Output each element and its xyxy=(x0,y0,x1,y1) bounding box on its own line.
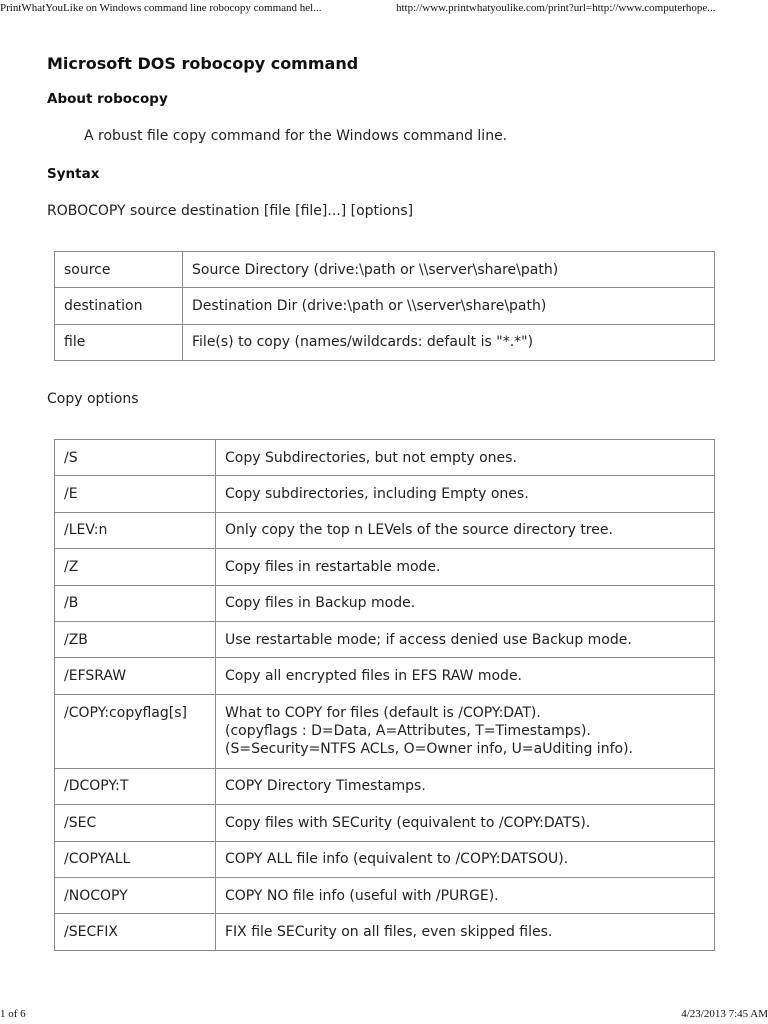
option-desc xyxy=(216,694,715,768)
about-heading: About robocopy xyxy=(47,91,168,107)
table-row xyxy=(55,288,715,324)
table-row xyxy=(55,549,715,585)
print-header-title: PrintWhatYouLike on Windows command line robocopy command hel... xyxy=(0,2,322,14)
table-row xyxy=(55,476,715,512)
option-desc: Only copy the top n LEVels of the source directory tree. xyxy=(216,512,715,548)
table-row xyxy=(55,768,715,804)
table-row xyxy=(55,841,715,877)
table-row xyxy=(55,914,715,950)
option-switch: /B xyxy=(55,585,216,621)
option-desc: Use restartable mode; if access denied use Backup mode. xyxy=(216,621,715,657)
option-desc: COPY NO file info (useful with /PURGE). xyxy=(216,877,715,913)
syntax-table xyxy=(54,251,715,361)
copy-options-table xyxy=(54,439,715,951)
option-switch: /DCOPY:T xyxy=(55,768,216,804)
option-switch: /EFSRAW xyxy=(55,658,216,694)
copy-options-label: Copy options xyxy=(47,391,139,407)
table-row xyxy=(55,585,715,621)
syntax-term: file xyxy=(55,324,183,360)
option-switch: /SEC xyxy=(55,805,216,841)
option-desc-line: (copyflags : D=Data, A=Attributes, T=Timestamps). xyxy=(225,722,591,739)
print-timestamp: 4/23/2013 7:45 AM xyxy=(681,1008,768,1020)
option-desc-line: What to COPY for files (default is /COPY:DAT). xyxy=(225,704,541,721)
option-desc: COPY ALL file info (equivalent to /COPY:DATSOU). xyxy=(216,841,715,877)
syntax-desc: Destination Dir (drive:\path or \\server\share\path) xyxy=(183,288,715,324)
table-row xyxy=(55,512,715,548)
option-desc: Copy files in Backup mode. xyxy=(216,585,715,621)
option-switch: /SECFIX xyxy=(55,914,216,950)
table-row xyxy=(55,621,715,657)
page-number: 1 of 6 xyxy=(0,1008,26,1020)
option-desc: FIX file SECurity on all files, even skipped files. xyxy=(216,914,715,950)
option-desc: Copy files in restartable mode. xyxy=(216,549,715,585)
syntax-term: source xyxy=(55,252,183,288)
table-row xyxy=(55,877,715,913)
option-desc: Copy files with SECurity (equivalent to /COPY:DATS). xyxy=(216,805,715,841)
table-row xyxy=(55,694,715,768)
option-desc-line: (S=Security=NTFS ACLs, O=Owner info, U=aUditing info). xyxy=(225,740,633,757)
option-switch: /NOCOPY xyxy=(55,877,216,913)
table-row xyxy=(55,658,715,694)
syntax-line: ROBOCOPY source destination [file [file]...] [options] xyxy=(47,203,414,219)
print-header-url: http://www.printwhatyoulike.com/print?url=http://www.computerhope... xyxy=(396,2,716,14)
option-desc: Copy subdirectories, including Empty ones. xyxy=(216,476,715,512)
option-switch: /E xyxy=(55,476,216,512)
option-switch: /ZB xyxy=(55,621,216,657)
table-row xyxy=(55,252,715,288)
option-switch: /LEV:n xyxy=(55,512,216,548)
option-desc: Copy all encrypted files in EFS RAW mode. xyxy=(216,658,715,694)
option-switch: /Z xyxy=(55,549,216,585)
syntax-term: destination xyxy=(55,288,183,324)
syntax-heading: Syntax xyxy=(47,166,100,182)
option-desc: COPY Directory Timestamps. xyxy=(216,768,715,804)
table-row xyxy=(55,440,715,476)
print-header xyxy=(0,0,768,18)
option-switch: /COPY:copyflag[s] xyxy=(55,694,216,768)
option-switch: /COPYALL xyxy=(55,841,216,877)
table-row xyxy=(55,805,715,841)
about-text: A robust file copy command for the Windows command line. xyxy=(84,128,508,144)
option-switch: /S xyxy=(55,440,216,476)
option-desc: Copy Subdirectories, but not empty ones. xyxy=(216,440,715,476)
syntax-desc: Source Directory (drive:\path or \\server\share\path) xyxy=(183,252,715,288)
table-row xyxy=(55,324,715,360)
print-footer xyxy=(0,1006,768,1024)
page-title: Microsoft DOS robocopy command xyxy=(47,54,359,73)
syntax-desc: File(s) to copy (names/wildcards: default is "*.*") xyxy=(183,324,715,360)
